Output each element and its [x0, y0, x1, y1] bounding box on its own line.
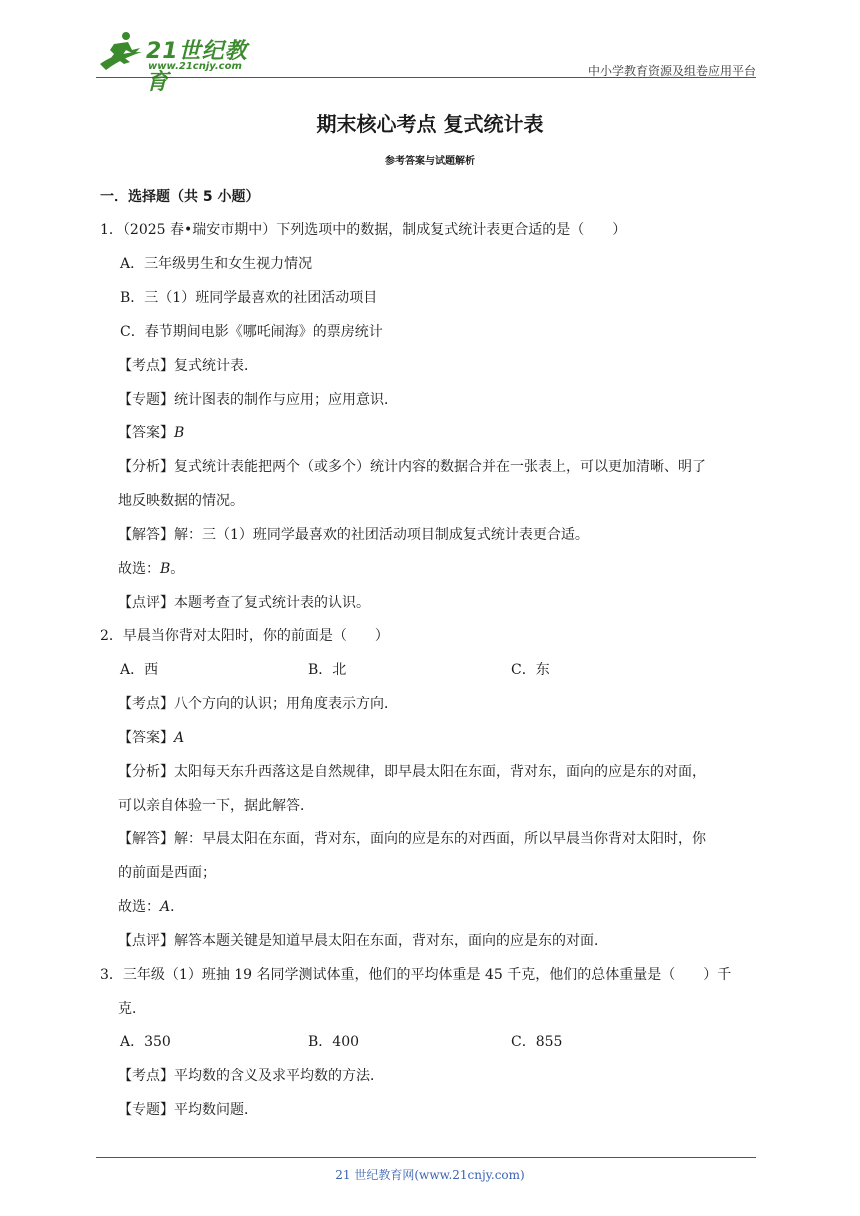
q3-kaodian: 【考点】平均数的含义及求平均数的方法．	[118, 1068, 384, 1084]
q3-stem-line1: 3．三年级（1）班抽 19 名同学测试体重，他们的平均体重是 45 千克，他们的总体重量是（ ）千	[100, 967, 732, 983]
header-divider	[96, 77, 756, 78]
logo-url: www.21cnjy.com	[148, 61, 242, 72]
q1-guxuan-end: 。	[170, 561, 185, 577]
q2-guxuan	[118, 896, 184, 916]
q1-option-a: A．三年级男生和女生视力情况	[120, 256, 313, 272]
q1-guxuan-label: 故选：	[118, 561, 160, 577]
q2-dianping: 【点评】解答本题关键是知道早晨太阳在东面，背对东，面向的应是东的对面．	[118, 933, 608, 949]
q3-option-b: B．400	[308, 1034, 360, 1050]
q1-guxuan-answer: B	[160, 561, 171, 577]
q2-answer	[118, 727, 184, 747]
q2-stem: 2．早晨当你背对太阳时，你的前面是（ ）	[100, 628, 389, 644]
q1-option-b: B．三（1）班同学最喜欢的社团活动项目	[120, 290, 378, 306]
page-footer: 21 世纪教育网(www.21cnjy.com)	[335, 1168, 525, 1182]
q2-answer-label: 【答案】	[118, 730, 174, 746]
q1-guxuan	[118, 558, 184, 578]
q2-guxuan-label: 故选：	[118, 899, 160, 915]
q2-fenxi-line2: 可以亲自体验一下，据此解答．	[118, 798, 314, 814]
runner-logo-icon	[96, 30, 146, 78]
q2-option-a: A．西	[120, 662, 159, 678]
q2-guxuan-answer: A	[160, 899, 171, 915]
q1-answer	[118, 422, 184, 442]
logo	[96, 30, 266, 95]
page-header	[96, 30, 756, 95]
q2-option-c: C．东	[511, 662, 550, 678]
q1-option-c: C．春节期间电影《哪吒闹海》的票房统计	[120, 324, 383, 340]
q3-stem-line2: 克．	[118, 1001, 146, 1017]
q2-guxuan-end: ．	[170, 899, 185, 915]
q3-option-c: C．855	[511, 1034, 563, 1050]
q2-kaodian: 【考点】八个方向的认识；用角度表示方向．	[118, 696, 398, 712]
q1-jieda: 【解答】解：三（1）班同学最喜欢的社团活动项目制成复式统计表更合适。	[118, 527, 589, 543]
q3-option-a: A．350	[120, 1034, 171, 1050]
q1-dianping: 【点评】本题考查了复式统计表的认识。	[118, 595, 370, 611]
page-subtitle: 参考答案与试题解析	[385, 156, 475, 167]
section-heading: 一．选择题（共 5 小题）	[100, 189, 260, 205]
q2-jieda-line2: 的前面是西面；	[118, 865, 216, 881]
q1-fenxi-line1: 【分析】复式统计表能把两个（或多个）统计内容的数据合并在一张表上，可以更加清晰、明了	[118, 459, 706, 475]
q2-jieda-line1: 【解答】解：早晨太阳在东面，背对东，面向的应是东的对西面，所以早晨当你背对太阳时，你	[118, 831, 706, 847]
footer-divider	[96, 1157, 756, 1158]
page-title: 期末核心考点 复式统计表	[316, 112, 544, 136]
logo-text: 21世纪教育	[146, 39, 248, 95]
platform-name: 中小学教育资源及组卷应用平台	[587, 64, 756, 78]
q2-answer-value: A	[174, 730, 185, 746]
q1-answer-label: 【答案】	[118, 425, 174, 441]
q1-stem: 1．（2025 春•瑞安市期中）下列选项中的数据，制成复式统计表更合适的是（ ）	[100, 222, 627, 238]
q2-option-b: B．北	[308, 662, 347, 678]
q1-kaodian: 【考点】复式统计表．	[118, 358, 258, 374]
q2-fenxi-line1: 【分析】太阳每天东升西落这是自然规律，即早晨太阳在东面，背对东，面向的应是东的对面，	[118, 764, 706, 780]
q1-zhuanti: 【专题】统计图表的制作与应用；应用意识．	[118, 392, 398, 408]
q3-zhuanti: 【专题】平均数问题．	[118, 1102, 258, 1118]
q1-fenxi-line2: 地反映数据的情况。	[118, 493, 244, 509]
q1-answer-value: B	[174, 425, 185, 441]
